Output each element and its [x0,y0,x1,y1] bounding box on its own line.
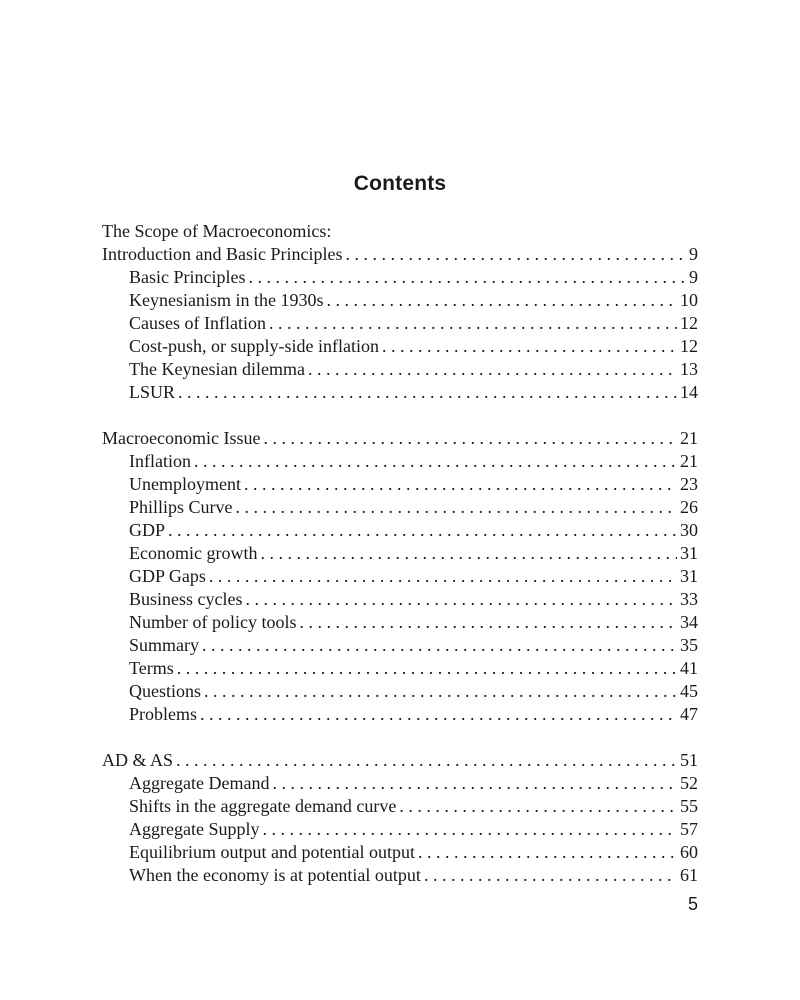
toc-entry[interactable] [102,749,698,772]
toc-subentry[interactable] [102,657,698,680]
toc-subentry[interactable] [102,450,698,473]
dot-leader [299,611,677,634]
toc-subentry[interactable] [102,611,698,634]
toc-page-number: 60 [680,842,698,862]
toc-subentry[interactable] [102,588,698,611]
toc-page-number: 30 [680,520,698,540]
toc-subentry[interactable] [102,795,698,818]
toc-page-number: 12 [680,313,698,333]
dot-leader [248,266,686,289]
toc-page-number: 57 [680,819,698,839]
dot-leader [178,381,677,404]
toc-page-number: 14 [680,382,698,402]
toc-page-number: 33 [680,589,698,609]
toc-entry-title: Basic Principles [129,267,246,287]
dot-leader [177,657,677,680]
toc-entry-title: Cost-push, or supply-side inflation [129,336,379,356]
toc-entry-title: Aggregate Demand [129,773,270,793]
toc-page-number: 45 [680,681,698,701]
dot-leader [262,818,677,841]
toc-subentry[interactable] [102,565,698,588]
toc-page-number: 13 [680,359,698,379]
toc-page-number: 21 [680,451,698,471]
toc-page-number: 23 [680,474,698,494]
dot-leader [382,335,677,358]
toc-entry-title: Phillips Curve [129,497,233,517]
page-number: 5 [687,894,698,914]
toc-entry-title: Macroeconomic Issue [102,428,261,448]
toc-entry-title: Shifts in the aggregate demand curve [129,796,397,816]
toc-entry-title: Unemployment [129,474,241,494]
toc-entry-title: Economic growth [129,543,258,563]
dot-leader [200,703,677,726]
toc-page-number: 34 [680,612,698,632]
dot-leader [345,243,686,266]
toc-entry-title: Number of policy tools [129,612,297,632]
section-gap [102,726,698,749]
dot-leader [209,565,677,588]
toc-page-number: 31 [680,566,698,586]
dot-leader [399,795,677,818]
toc-subentry[interactable] [102,542,698,565]
toc-page-number: 61 [680,865,698,885]
dot-leader [204,680,677,703]
dot-leader [269,312,677,335]
toc-page-number: 41 [680,658,698,678]
dot-leader [263,427,677,450]
toc-subentry[interactable] [102,680,698,703]
toc-entry[interactable] [102,243,698,266]
table-of-contents [102,220,698,887]
dot-leader [236,496,677,519]
toc-page-number: 12 [680,336,698,356]
dot-leader [202,634,677,657]
toc-entry-title: Inflation [129,451,191,471]
toc-page-number: 9 [689,267,698,287]
dot-leader [418,841,677,864]
toc-subentry[interactable] [102,266,698,289]
toc-subentry[interactable] [102,335,698,358]
dot-leader [272,772,677,795]
dot-leader [308,358,677,381]
toc-subentry[interactable] [102,473,698,496]
dot-leader [326,289,677,312]
toc-entry-title: Problems [129,704,198,724]
dot-leader [244,473,677,496]
toc-entry-title: GDP [129,520,166,540]
toc-subentry[interactable] [102,381,698,404]
toc-entry-title: LSUR [129,382,176,402]
toc-subentry[interactable] [102,864,698,887]
dot-leader [424,864,677,887]
toc-page-number: 9 [689,244,698,264]
toc-entry-title: AD & AS [102,750,174,770]
toc-page-number: 21 [680,428,698,448]
toc-subentry[interactable] [102,841,698,864]
toc-entry-title: Keynesianism in the 1930s [129,290,324,310]
toc-page-number: 35 [680,635,698,655]
section-gap [102,404,698,427]
toc-entry-title: Questions [129,681,201,701]
toc-subentry[interactable] [102,772,698,795]
toc-entry-title: GDP Gaps [129,566,206,586]
toc-entry-title: Terms [129,658,174,678]
toc-subentry[interactable] [102,358,698,381]
toc-page-number: 51 [680,750,698,770]
toc-subentry[interactable] [102,312,698,335]
toc-subentry[interactable] [102,634,698,657]
toc-page-number: 31 [680,543,698,563]
toc-entry-title: The Keynesian dilemma [129,359,305,379]
dot-leader [245,588,677,611]
toc-page-number: 26 [680,497,698,517]
dot-leader [194,450,677,473]
toc-entry-title: Business cycles [129,589,243,609]
toc-page-number: 55 [680,796,698,816]
toc-subentry[interactable] [102,289,698,312]
toc-subentry[interactable] [102,496,698,519]
toc-page-number: 52 [680,773,698,793]
toc-section-heading: The Scope of Macroeconomics: [102,221,332,241]
toc-entry-title: When the economy is at potential output [129,865,421,885]
toc-entry-title: Summary [129,635,199,655]
dot-leader [260,542,677,565]
toc-entry-title: Causes of Inflation [129,313,266,333]
toc-entry-title: Introduction and Basic Principles [102,244,343,264]
toc-entry-title: Aggregate Supply [129,819,260,839]
toc-entry[interactable] [102,427,698,450]
toc-page-number: 10 [680,290,698,310]
toc-subentry[interactable] [102,818,698,841]
toc-page-number: 47 [680,704,698,724]
toc-subentry[interactable] [102,519,698,542]
toc-entry-title: Equilibrium output and potential output [129,842,415,862]
page-title: Contents [353,172,447,195]
toc-subentry[interactable] [102,703,698,726]
dot-leader [176,749,677,772]
dot-leader [168,519,677,542]
